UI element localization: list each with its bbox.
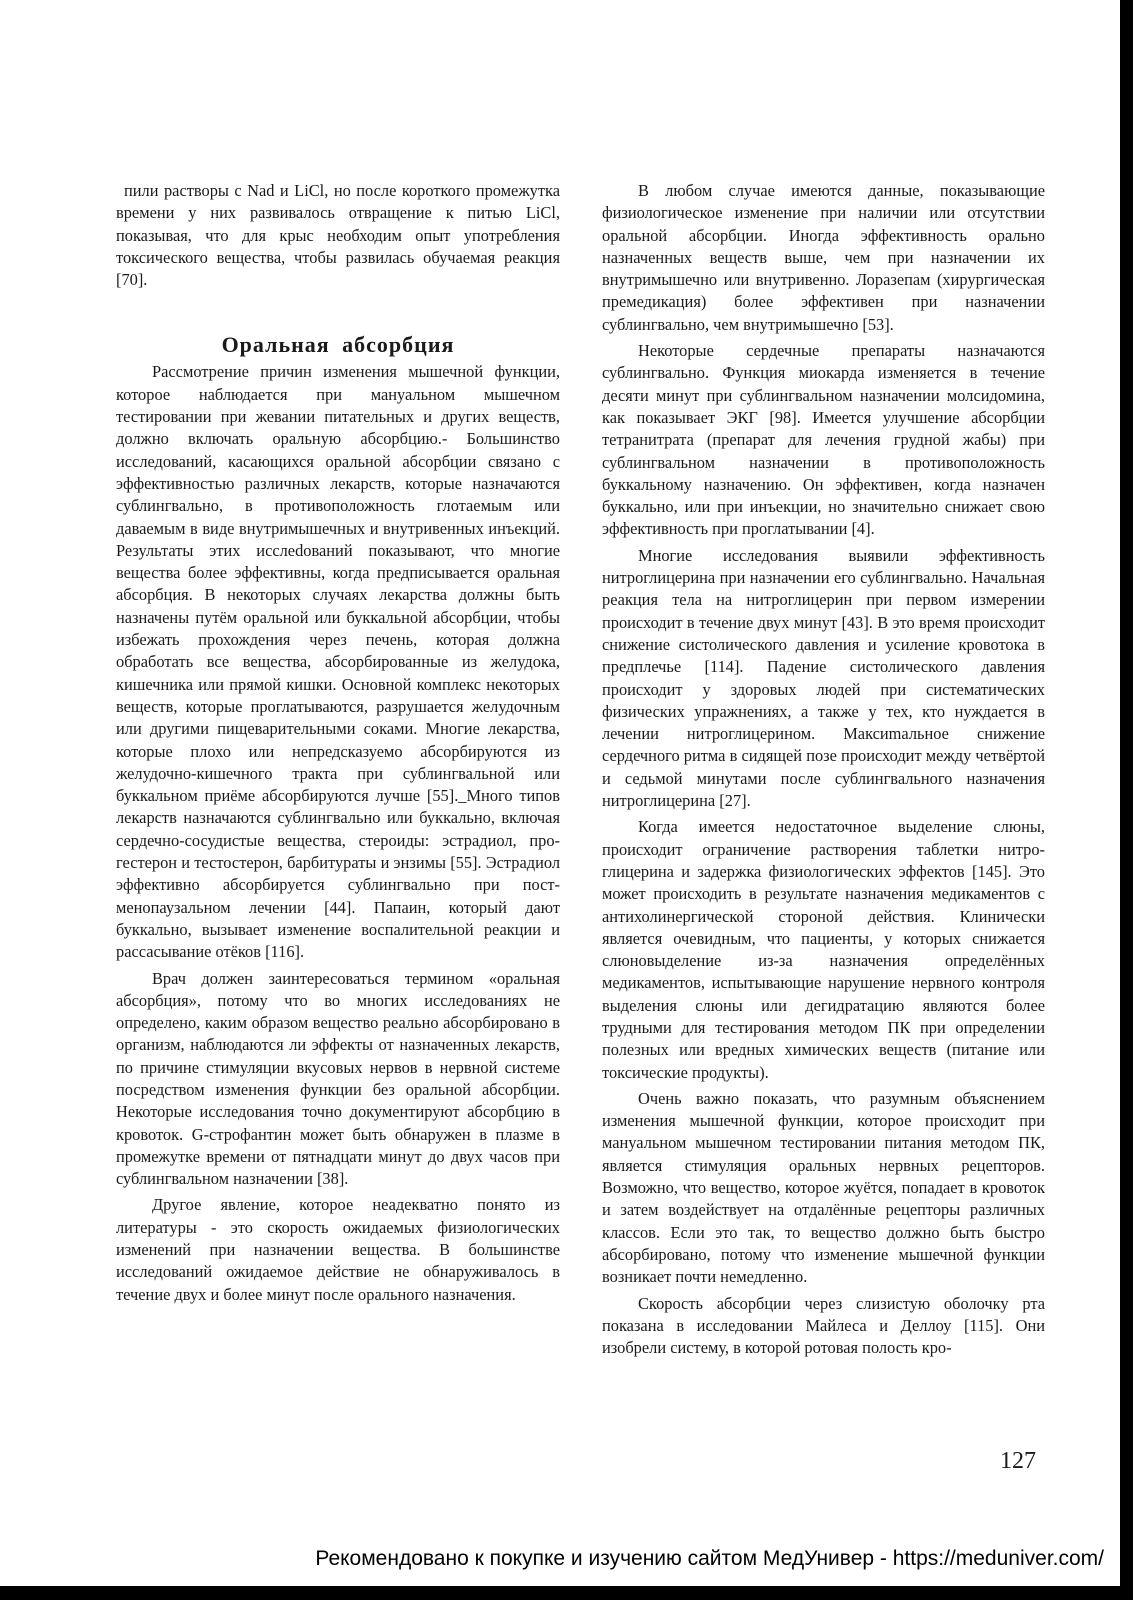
right-column (602, 180, 1045, 1363)
paragraph: Другое явление, которое неадекватно понято из литературы - это скорость ожидаемых физиологических изменений при назначении вещества. В большинстве исследований ожидаемое действие не обнаруживалось в течение двух и более минут после орального назначения. (116, 1195, 560, 1304)
paragraph: Врач должен заинтересоваться термином «оральная абсорбция», потому что во многих исследованиях не определено, каким образом вещество реально абсорбировано в организм, наблюдаются ли эффекты от назначенных лекарств, по причине стимуляции вкусовых нервов в нервной системе посредством изменения функции без оральной абсорбции. Некоторые исследования точно документируют абсорбцию в кровоток. G-строфантин может быть обнаружен в плазме в промежутке времени от пятнадцати минут до двух часов при сублингвальном назначении [38]. (116, 968, 560, 1189)
bottom-border (0, 1586, 1133, 1600)
paragraph: Рассмотрение причин изменения мышечной функции, которое наблюдается при мануальном мышечном тестировании при жевании питательных и других веществ, должно включать оральную абсорбцию.- Большинство исследований, касающихся оральной абсорбции связано с эффективностью различных лекарств, которые назначаются сублингвально, в противоположность глотаемым или даваемым в виде внутримышечных и внутривенных инъекций. Результаты этих исслеdований показывают, что многие вещества более эффективны, когда предписывается оральная абсорбция. В некоторых случаях лекарства должны быть назначены путём оральной или буккальной абсорбции, чтобы избежать прохождения через печень, которая должна обработать все вещества, абсорбированные из желудока, кишечника или прямой кишки. Основной комплекс некоторых веществ, которые проглатываются, разрушается желудочным или другими пищеварительными соками. Многие лекарства, которые плохо или непредсказуемо абсорбируются из желудочно-кишечного тракта при сублингвальной или буккальном приёме абсорбируются лучше [55]._Много типов лекарств назначаются сублингвально или буккально, включая сердечно-сосудистые вещества, стероиды: эстрадиол, прогестерон и тестостерон, барбитураты и энзимы [55]. Эстрадиол эффективно абсорбируется сублингвально при пост-менопаузальном лечении [44]. Папаин, который дают буккально, вызывает изменение воспалительной реакции и рассасывание отёков [116]. (116, 362, 560, 962)
page-number: 127 (1000, 1448, 1036, 1474)
paragraph: Некоторые сердечные препараты назначаются сублингвально. Функция миокарда изменяется в течение десяти минут при сублингвальном назначении молсидомина, как показывает ЭКГ [98]. Имеется улучшение абсорбции тетранитрата (препарат для лечения грудной жабы) при сублингвальном назначении в противоположность буккальному назначению. Он эффективен, когда назначен буккально, или при инъекции, но значительно снижает свою эффективность при проглатывании [4]. (602, 341, 1045, 539)
right-border (1120, 0, 1133, 1600)
footer-recommendation: Рекомендовано к покупке и изучению сайтом МедУнивер - https://meduniver.com/ (315, 1547, 1104, 1570)
paragraph: Скорость абсорбции через слизистую оболочку рта показана в исследовании Майлеса и Деллоу [115]. Они изобрели систему, в которой ротовая полость кро- (602, 1293, 1045, 1358)
paragraph: В любом случае имеются данные, показывающие физиологическое изменение при наличии или отсутствии оральной абсорбции. Иногда эффективность орально назначенных веществ выше, чем при назначении их внутримышечно или внутривенно. Лоразепам (хирургическая премедикация) более эффективен при назначении сублингвально, чем внутримышечно [53]. (602, 181, 1045, 334)
section-title: Оральная абсорбция (221, 332, 455, 358)
left-column (116, 180, 560, 1310)
paragraph: Когда имеется недостаточное выделение слюны, происходит ограничение растворения таблетки нитроглицерина и задержка физиологических эффектов [145]. Это может происходить в результате назначения медикаментов с антихолинергической стороной действия. Клинически является очевидным, что пациенты, у которых снижается слюновыделение из-за назначения определённых медикаментов, испытывающие нарушение нервного контроля выделения слюны или дегидратацию являются более трудными для тестирования методом ПК при определении полезных или вредных химических веществ (питание или токсические продукты). (602, 817, 1045, 1082)
paragraph: пили растворы с Nad и LiCl, но после короткого промежутка времени у них развивалось отвращение к питью LiCl, показывая, что для крыс необходим опыт употребления токсического вещества, чтобы развилась обучаемая реакция [70]. (116, 181, 560, 290)
paragraph: Многие исследования выявили эффективность нитроглицерина при назначении его сублингвально. Начальная реакция тела на нитроглицерин при первом измерении происходит в течение двух минут [43]. В это время происходит снижение систолического давления и усиление кровотока в предплечье [114]. Падение систолического давления происходит у здоровых людей при систематических физических упражнениях, а также у тех, кто нуждается в лечении нитроглицерином. Максиmальное снижение сердечного ритма в сидящей позе происходит между четвёртой и седьмой минутами после сублингвального назначения нитроглицерина [27]. (602, 545, 1045, 811)
paragraph: Очень важно показать, что разумным объяснением изменения мышечной функции, которое происходит при мануальном мышечном тестировании питания методом ПК, является стимуляция оральных нервных рецепторов. Возможно, что вещество, которое жуётся, попадает в кровоток и затем воздействует на отдалённые рецепторы различных классов. Если это так, то вещество должно быть быстро абсорбировано, потому что изменение мышечной функции возникает почти немедленно. (602, 1088, 1045, 1287)
